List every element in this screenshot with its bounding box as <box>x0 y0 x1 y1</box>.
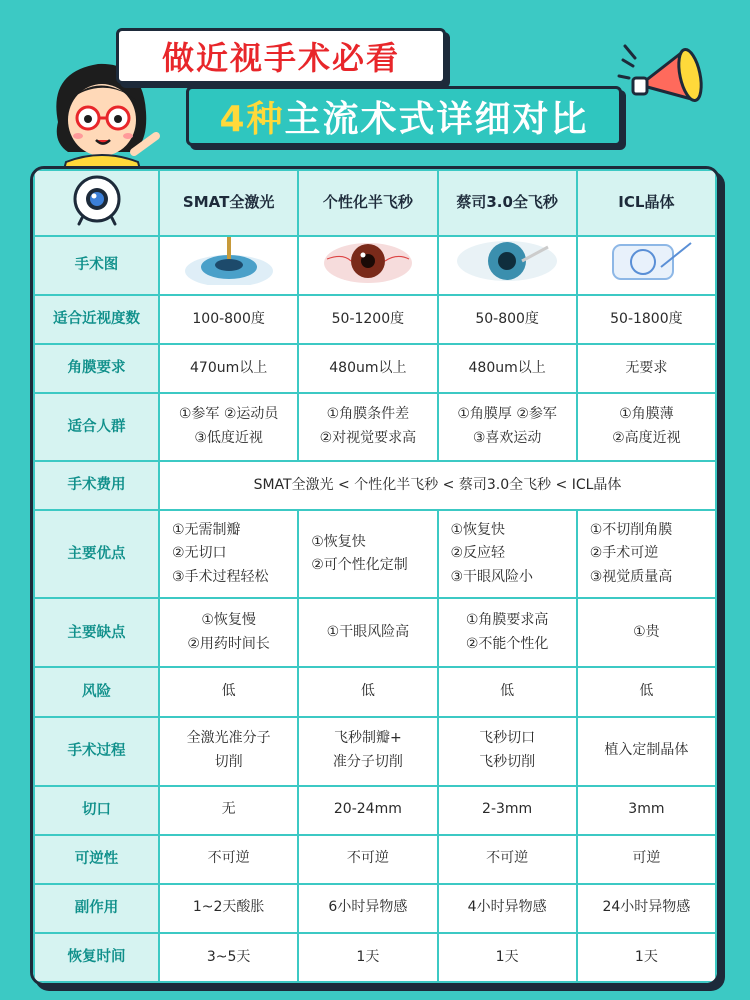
row-label-cost: 手术费用 <box>34 461 159 510</box>
semi-femto-eye-image <box>298 236 437 295</box>
row-label-reversible: 可逆性 <box>34 835 159 884</box>
incision-smat: 无 <box>159 786 298 835</box>
eye-mascot-cell <box>34 170 159 236</box>
cornea-zeiss: 480um以上 <box>438 344 577 393</box>
row-label-cornea: 角膜要求 <box>34 344 159 393</box>
recovery-semi-femto: 1天 <box>298 933 437 982</box>
people-semi-femto: ①角膜条件差 ②对视觉要求高 <box>298 393 437 461</box>
pros-semi-femto: ①恢复快 ②可个性化定制 <box>298 510 437 598</box>
side-effect-semi-femto: 6小时异物感 <box>298 884 437 933</box>
row-label-process: 手术过程 <box>34 717 159 786</box>
row-label-image: 手术图 <box>34 236 159 295</box>
title-accent: 4种 <box>219 98 285 140</box>
side-effect-smat: 1~2天酸胀 <box>159 884 298 933</box>
table-row <box>34 510 716 598</box>
smat-eye-image <box>159 236 298 295</box>
recovery-smat: 3~5天 <box>159 933 298 982</box>
comparison-table-card <box>30 166 720 986</box>
comparison-table <box>33 169 717 983</box>
cons-icl: ①贵 <box>577 598 716 667</box>
table-row-image <box>34 236 716 295</box>
table-row <box>34 344 716 393</box>
row-label-side-effect: 副作用 <box>34 884 159 933</box>
pros-icl: ①不切削角膜 ②手术可逆 ③视觉质量高 <box>577 510 716 598</box>
risk-smat: 低 <box>159 667 298 716</box>
icl-lens-image <box>577 236 716 295</box>
people-icl: ①角膜薄 ②高度近视 <box>577 393 716 461</box>
reversible-zeiss: 不可逆 <box>438 835 577 884</box>
row-label-myopia: 适合近视度数 <box>34 295 159 344</box>
table-row <box>34 884 716 933</box>
col-header-icl: ICL晶体 <box>577 170 716 236</box>
pros-zeiss: ①恢复快 ②反应轻 ③干眼风险小 <box>438 510 577 598</box>
cons-smat: ①恢复慢 ②用药时间长 <box>159 598 298 667</box>
myopia-semi-femto: 50-1200度 <box>298 295 437 344</box>
col-header-semi-femto: 个性化半飞秒 <box>298 170 437 236</box>
row-label-risk: 风险 <box>34 667 159 716</box>
people-zeiss: ①角膜厚 ②参军 ③喜欢运动 <box>438 393 577 461</box>
myopia-icl: 50-1800度 <box>577 295 716 344</box>
title-line-2 <box>186 86 622 146</box>
recovery-icl: 1天 <box>577 933 716 982</box>
table-row <box>34 598 716 667</box>
risk-zeiss: 低 <box>438 667 577 716</box>
table-row <box>34 835 716 884</box>
recovery-zeiss: 1天 <box>438 933 577 982</box>
table-row <box>34 461 716 510</box>
table-row <box>34 717 716 786</box>
myopia-smat: 100-800度 <box>159 295 298 344</box>
side-effect-zeiss: 4小时异物感 <box>438 884 577 933</box>
table-row <box>34 393 716 461</box>
table-row <box>34 933 716 982</box>
cons-zeiss: ①角膜要求高 ②不能个性化 <box>438 598 577 667</box>
myopia-zeiss: 50-800度 <box>438 295 577 344</box>
incision-icl: 3mm <box>577 786 716 835</box>
zeiss-femto-eye-image <box>438 236 577 295</box>
process-zeiss: 飞秒切口 飞秒切削 <box>438 717 577 786</box>
col-header-smat: SMAT全激光 <box>159 170 298 236</box>
cornea-semi-femto: 480um以上 <box>298 344 437 393</box>
pros-smat: ①无需制瓣 ②无切口 ③手术过程轻松 <box>159 510 298 598</box>
cornea-icl: 无要求 <box>577 344 716 393</box>
row-label-recovery: 恢复时间 <box>34 933 159 982</box>
row-label-pros: 主要优点 <box>34 510 159 598</box>
col-header-zeiss-femto: 蔡司3.0全飞秒 <box>438 170 577 236</box>
cons-semi-femto: ①干眼风险高 <box>298 598 437 667</box>
table-row <box>34 295 716 344</box>
table-header-row <box>34 170 716 236</box>
process-icl: 植入定制晶体 <box>577 717 716 786</box>
reversible-semi-femto: 不可逆 <box>298 835 437 884</box>
table-row <box>34 667 716 716</box>
people-smat: ①参军 ②运动员 ③低度近视 <box>159 393 298 461</box>
incision-semi-femto: 20-24mm <box>298 786 437 835</box>
reversible-smat: 不可逆 <box>159 835 298 884</box>
row-label-people: 适合人群 <box>34 393 159 461</box>
reversible-icl: 可逆 <box>577 835 716 884</box>
cost-comparison: SMAT全激光 < 个性化半飞秒 < 蔡司3.0全飞秒 < ICL晶体 <box>159 461 716 510</box>
cornea-smat: 470um以上 <box>159 344 298 393</box>
row-label-incision: 切口 <box>34 786 159 835</box>
process-smat: 全激光准分子 切削 <box>159 717 298 786</box>
risk-semi-femto: 低 <box>298 667 437 716</box>
risk-icl: 低 <box>577 667 716 716</box>
process-semi-femto: 飞秒制瓣+ 准分子切削 <box>298 717 437 786</box>
megaphone-icon <box>615 30 715 120</box>
row-label-cons: 主要缺点 <box>34 598 159 667</box>
title-rest: 主流术式详细对比 <box>284 98 589 140</box>
incision-zeiss: 2-3mm <box>438 786 577 835</box>
title-line-1: 做近视手术必看 <box>116 28 446 84</box>
eye-mascot-icon <box>70 172 124 226</box>
table-row <box>34 786 716 835</box>
side-effect-icl: 24小时异物感 <box>577 884 716 933</box>
